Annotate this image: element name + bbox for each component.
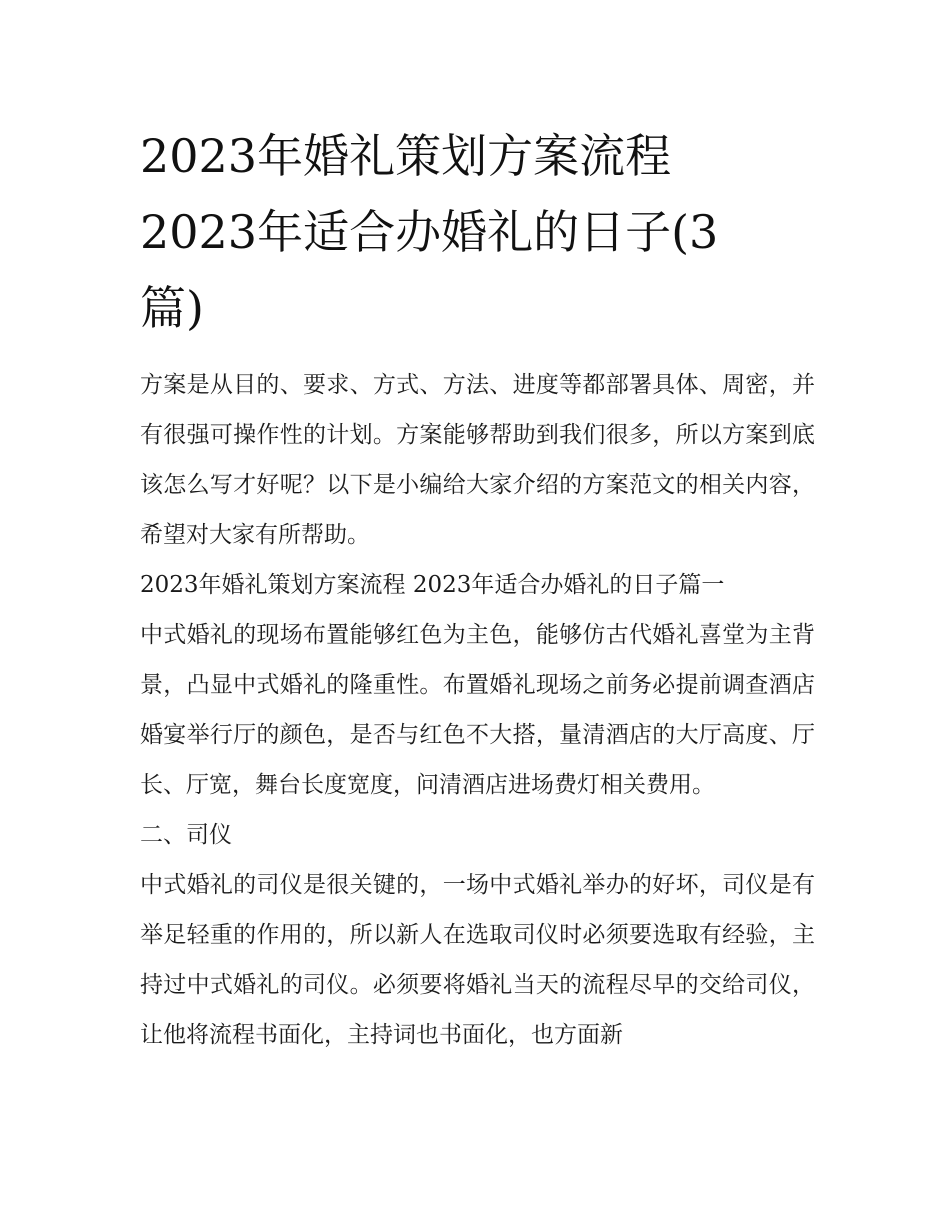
section-heading-part-one: 2023年婚礼策划方案流程 2023年适合办婚礼的日子篇一 — [140, 572, 725, 598]
document-title — [140, 118, 815, 346]
title-line-2: 2023年适合办婚礼的日子(3 — [140, 205, 719, 259]
title-line-1: 2023年婚礼策划方案流程 — [140, 129, 672, 183]
section-heading-emcee: 二、司仪 — [140, 822, 232, 848]
intro-paragraph: 方案是从目的、要求、方式、方法、进度等都部署具体、周密，并有很强可操作性的计划。方案能够帮助到我们很多，所以方案到底该怎么写才好呢？以下是小编给大家介绍的方案范文的相关内容，希望对大家有所帮助。 — [140, 372, 815, 548]
venue-decoration-paragraph: 中式婚礼的现场布置能够红色为主色，能够仿古代婚礼喜堂为主背景，凸显中式婚礼的隆重性。布置婚礼现场之前务必提前调查酒店婚宴举行厅的颜色，是否与红色不大搭，量清酒店的大厅高度、厅长、厅宽，舞台长度宽度，问清酒店进场费灯相关费用。 — [140, 622, 815, 798]
emcee-paragraph: 中式婚礼的司仪是很关键的，一场中式婚礼举办的好坏，司仪是有举足轻重的作用的，所以新人在选取司仪时必须要选取有经验，主持过中式婚礼的司仪。必须要将婚礼当天的流程尽早的交给司仪，让他将流程书面化，主持词也书面化，也方面新 — [140, 872, 815, 1048]
document-page — [140, 118, 815, 1060]
title-line-3: 篇) — [140, 281, 204, 335]
